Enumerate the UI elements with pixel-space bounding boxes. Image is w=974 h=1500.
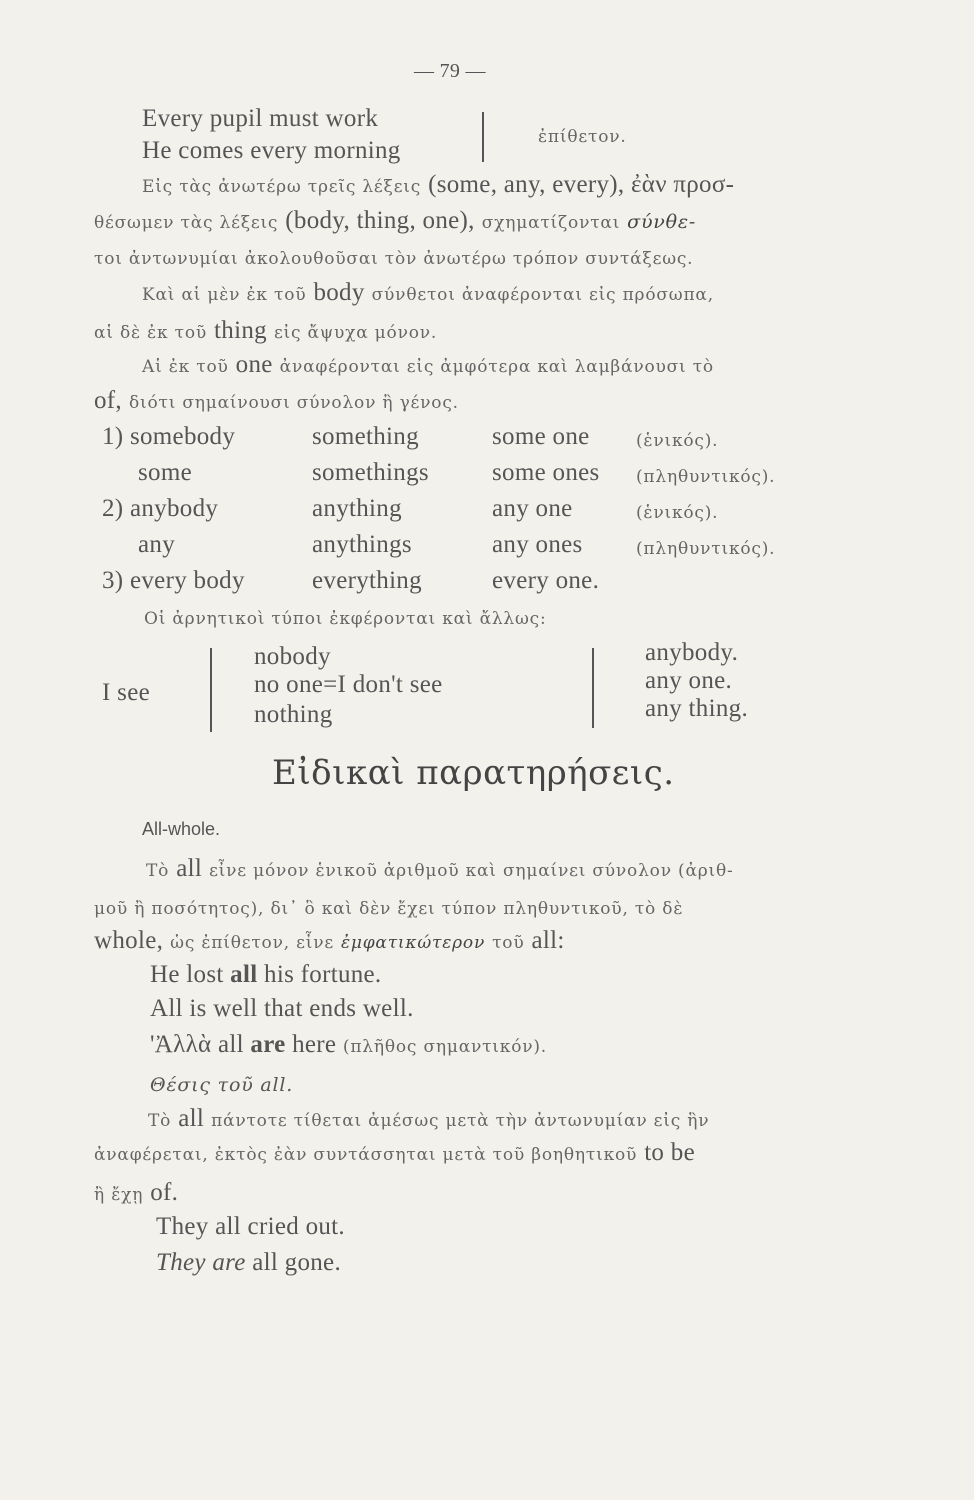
- p5-line-1: [148, 1106, 709, 1134]
- section-title: Εἰδικαὶ παρατηρήσεις.: [272, 753, 675, 793]
- p1-line-3: τοι ἀντωνυμίαι ἀκολουθοῦσαι τὸν ἀνωτέρω τρόπον συντάξεως.: [94, 249, 694, 269]
- p1-text: σχηματίζονται: [481, 213, 621, 233]
- example-sentence: [156, 1250, 341, 1276]
- p5-text: Τὸ: [148, 1111, 172, 1131]
- example-text: his fortune.: [257, 961, 382, 988]
- table-cell: any ones: [492, 531, 583, 558]
- p3-text: one: [235, 351, 273, 378]
- p2-text: body: [313, 279, 365, 306]
- negatives-intro: Οἱ ἀρνητικοὶ τύποι ἐκφέρονται καὶ ἄλλως:: [144, 609, 547, 629]
- p3-text: Αἱ ἐκ τοῦ: [142, 357, 229, 377]
- example-italic: They are: [156, 1249, 246, 1276]
- p1-line-2: [94, 208, 696, 236]
- p2-text: thing: [214, 317, 267, 344]
- p3-text: of,: [94, 387, 122, 414]
- p5-text: all: [178, 1105, 205, 1132]
- table-cell: everything: [312, 567, 422, 594]
- example-text: He lost: [150, 961, 231, 988]
- example-text: here: [285, 1031, 337, 1058]
- p2-text: σύνθετοι ἀναφέρονται εἰς πρόσωπα,: [371, 285, 714, 305]
- p5-text: ἢ ἔχῃ: [94, 1185, 144, 1205]
- negatives-right-bracket: [592, 648, 594, 728]
- p5-line-3: [94, 1180, 178, 1208]
- p4-text: τοῦ: [492, 933, 525, 953]
- table-cell: somethings: [312, 459, 429, 486]
- p1-text: (body, thing, one),: [285, 207, 475, 234]
- p3-line-2: [94, 388, 459, 416]
- intro-line-1: Every pupil must work: [142, 105, 379, 132]
- positive-form: any one.: [645, 667, 733, 694]
- i-see-label: I see: [102, 679, 150, 706]
- example-bold: all: [230, 961, 258, 988]
- subsection-label: All-whole.: [142, 819, 221, 839]
- p5-text: to be: [644, 1139, 695, 1166]
- p1-text: θέσωμεν τὰς λέξεις: [94, 213, 279, 233]
- table-cell: anything: [312, 495, 402, 522]
- p3-text: ἀναφέρονται εἰς ἀμφότερα καὶ λαμβάνουσι τὸ: [279, 357, 714, 377]
- page-number: — 79 —: [414, 60, 486, 82]
- p4-text: Τὸ: [146, 861, 170, 881]
- p4-text: εἶνε μόνον ἑνικοῦ ἀριθμοῦ καὶ σημαίνει σύνολον (ἀριθ-: [209, 861, 734, 881]
- table-cell: (ἑνικός).: [636, 503, 719, 523]
- p5-text: ἀναφέρεται, ἐκτὸς ἐὰν συντάσσηται μετὰ τοῦ βοηθητικοῦ: [94, 1145, 638, 1165]
- example-sentence: [150, 962, 382, 988]
- positive-form: any thing.: [645, 695, 748, 722]
- table-cell: some ones: [492, 459, 600, 486]
- position-title: Θέσις τοῦ all.: [150, 1074, 294, 1096]
- table-cell: some one: [492, 423, 590, 450]
- intro-side-label: ἐπίθετον.: [538, 127, 627, 147]
- example-sentence: [150, 996, 414, 1022]
- table-cell: 1) somebody: [102, 423, 236, 450]
- table-cell: anythings: [312, 531, 412, 558]
- p5-line-2: [94, 1140, 695, 1168]
- p2-text: Καὶ αἱ μὲν ἐκ τοῦ: [142, 285, 307, 305]
- p4-line-1: [146, 856, 734, 884]
- p4-line-3: [94, 928, 565, 956]
- example-gloss: (πλῆθος σημαντικόν).: [342, 1037, 548, 1057]
- table-cell: (πληθυντικός).: [636, 467, 776, 487]
- p2-text: εἰς ἄψυχα μόνον.: [273, 323, 438, 343]
- positive-form: anybody.: [645, 639, 739, 666]
- table-cell: (πληθυντικός).: [636, 539, 776, 559]
- negative-form: no one=I don't see: [254, 671, 443, 698]
- example-text: All is well that ends well.: [150, 995, 414, 1022]
- p4-text: all:: [531, 927, 565, 954]
- intro-line-2: He comes every morning: [142, 137, 401, 164]
- p4-emph: ἐμφατικώτερον: [340, 933, 486, 953]
- p5-text: πάντοτε τίθεται ἀμέσως μετὰ τὴν ἀντωνυμίαν εἰς ἣν: [211, 1111, 710, 1131]
- p4-text: all: [176, 855, 203, 882]
- table-cell: some: [138, 459, 192, 486]
- p1-text: (some, any, every), ἐὰν προσ-: [428, 171, 735, 198]
- p4-text: whole,: [94, 927, 164, 954]
- example-text: 'Ἀλλὰ all: [150, 1031, 251, 1058]
- negatives-left-bracket: [210, 648, 212, 732]
- table-cell: 2) anybody: [102, 495, 219, 522]
- table-cell: (ἑνικός).: [636, 431, 719, 451]
- p1-line-1: [142, 172, 734, 200]
- example-text: all gone.: [245, 1249, 341, 1276]
- p2-line-2: [94, 318, 437, 346]
- table-cell: every one.: [492, 567, 600, 594]
- p2-line-1: [142, 280, 714, 308]
- intro-bracket: [482, 112, 484, 162]
- table-cell: 3) every body: [102, 567, 245, 594]
- negative-form: nothing: [254, 701, 333, 728]
- p2-text: αἱ δὲ ἐκ τοῦ: [94, 323, 208, 343]
- example-sentence: [150, 1032, 547, 1060]
- table-cell: something: [312, 423, 419, 450]
- p4-line-2: μοῦ ἢ ποσότητος), δι᾽ ὃ καὶ δὲν ἔχει τύπον πληθυντικοῦ, τὸ δὲ: [94, 899, 684, 919]
- p5-text: of.: [150, 1179, 179, 1206]
- example-bold: are: [250, 1031, 286, 1058]
- p4-text: ὡς ἐπίθετον, εἶνε: [170, 933, 334, 953]
- example-sentence: They all cried out.: [156, 1213, 345, 1240]
- p1-text: Εἰς τὰς ἀνωτέρω τρεῖς λέξεις: [142, 177, 422, 197]
- table-cell: any one: [492, 495, 573, 522]
- table-cell: any: [138, 531, 175, 558]
- p3-text: διότι σημαίνουσι σύνολον ἢ γένος.: [128, 393, 459, 413]
- negative-form: nobody: [254, 643, 331, 670]
- p3-line-1: [142, 352, 714, 380]
- p1-emph: σύνθε-: [627, 211, 697, 233]
